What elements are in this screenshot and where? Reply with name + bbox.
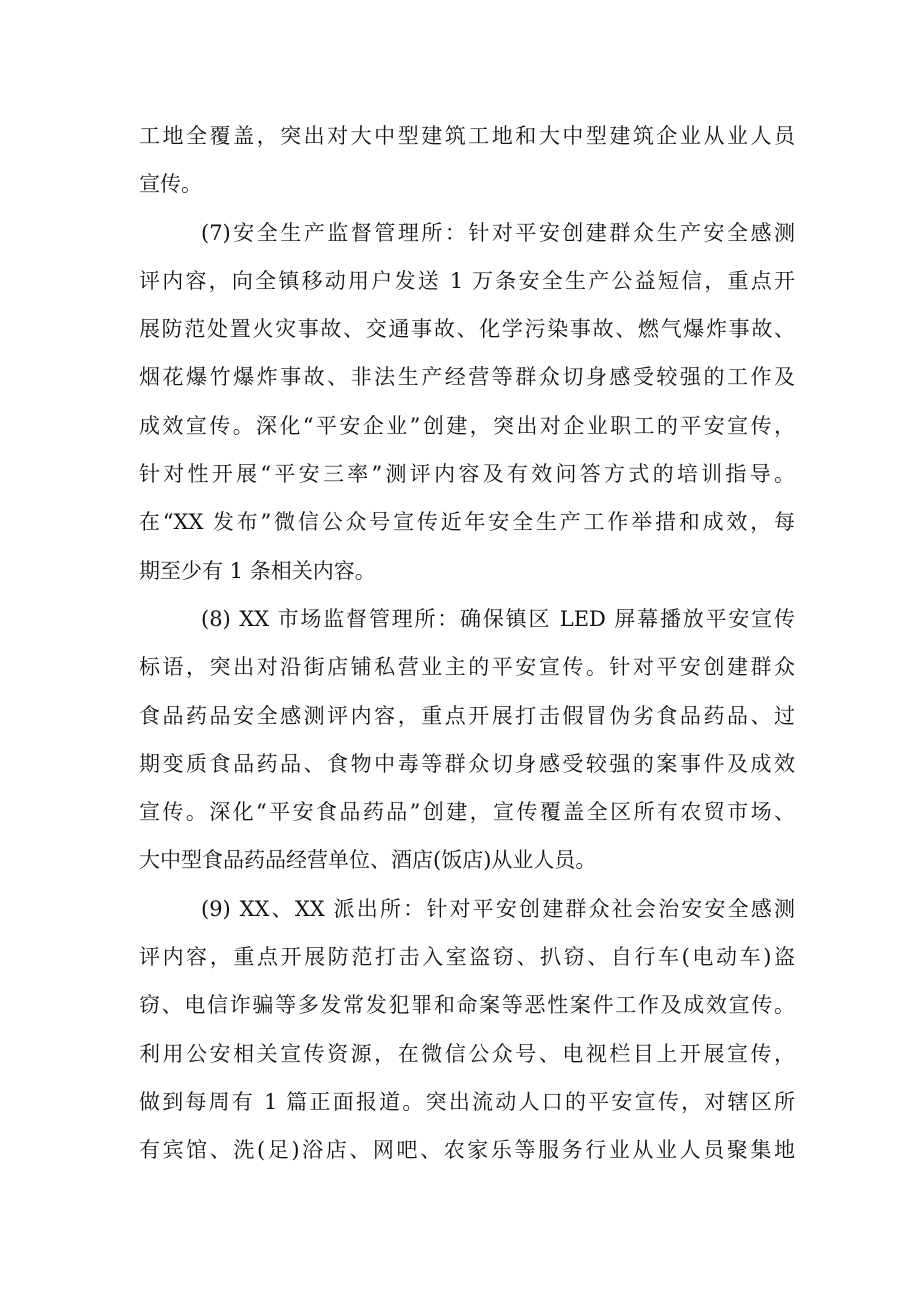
text-line: 成效宣传。深化“平安企业”创建，突出对企业职工的平安宣传， — [139, 413, 795, 438]
paragraph-8-start: (8) XX 市场监督管理所：确保镇区 LED 屏幕播放平安宣传 — [201, 606, 795, 631]
text-line: 窃、电信诈骗等多发常发犯罪和命案等恶性案件工作及成效宣传。 — [139, 993, 795, 1018]
text-line: 食品药品安全感测评内容，重点开展打击假冒伪劣食品药品、过 — [139, 703, 795, 728]
text-line: 在“XX 发布”微信公众号宣传近年安全生产工作举措和成效，每 — [139, 510, 795, 535]
text-line: 做到每周有 1 篇正面报道。突出流动人口的平安宣传，对辖区所 — [139, 1089, 795, 1114]
text-line: 宣传。 — [139, 172, 202, 197]
text-line: 大中型食品药品经营单位、酒店(饭店)从业人员。 — [139, 848, 597, 873]
text-line: 宣传。深化“平安食品药品”创建，宣传覆盖全区所有农贸市场、 — [139, 800, 795, 825]
text-line: 评内容，重点开展防范打击入室盗窃、扒窃、自行车(电动车)盗 — [139, 945, 795, 970]
text-line: 利用公安相关宣传资源，在微信公众号、电视栏目上开展宣传， — [139, 1041, 795, 1066]
text-line: 烟花爆竹爆炸事故、非法生产经营等群众切身感受较强的工作及 — [139, 365, 795, 390]
text-line: 展防范处置火灾事故、交通事故、化学污染事故、燃气爆炸事故、 — [139, 317, 795, 342]
text-line: 标语，突出对沿街店铺私营业主的平安宣传。针对平安创建群众 — [139, 655, 795, 680]
text-line: 评内容，向全镇移动用户发送 1 万条安全生产公益短信，重点开 — [139, 268, 795, 293]
text-line: 有宾馆、洗(足)浴店、网吧、农家乐等服务行业从业人员聚集地 — [139, 1138, 795, 1163]
text-line: 针对性开展“平安三率”测评内容及有效问答方式的培训指导。 — [139, 462, 795, 487]
paragraph-9-start: (9) XX、XX 派出所：针对平安创建群众社会治安安全感测 — [201, 896, 795, 921]
text-line: 工地全覆盖，突出对大中型建筑工地和大中型建筑企业从业人员 — [139, 124, 795, 148]
text-line: 期变质食品药品、食物中毒等群众切身感受较强的案事件及成效 — [139, 751, 795, 776]
text-line: 期至少有 1 条相关内容。 — [139, 558, 376, 583]
paragraph-7-start: (7)安全生产监督管理所：针对平安创建群众生产安全感测 — [201, 220, 795, 245]
document-body — [139, 112, 795, 1175]
